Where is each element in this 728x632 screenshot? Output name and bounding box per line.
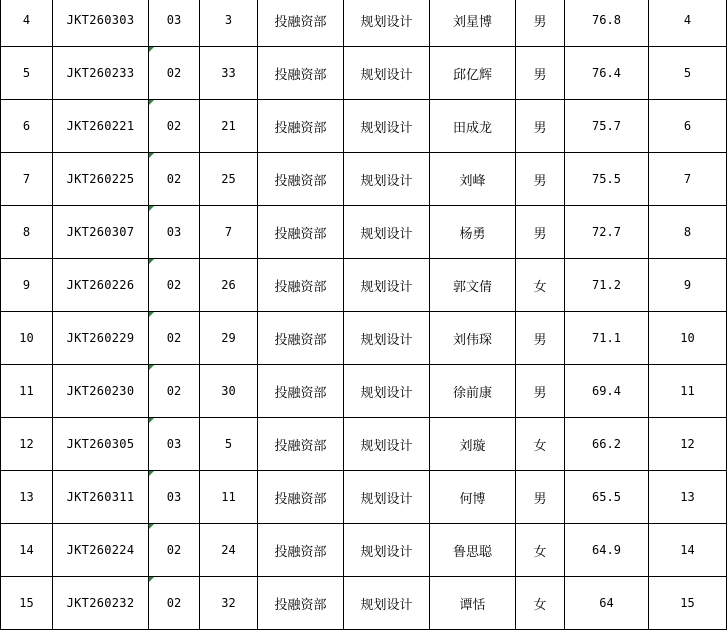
candidate-id-cell[interactable] bbox=[53, 312, 149, 365]
gender-value: 男 bbox=[533, 173, 547, 189]
text-number-indicator-icon bbox=[149, 418, 154, 423]
order-cell[interactable] bbox=[649, 47, 727, 100]
position-value: 规划设计 bbox=[360, 491, 413, 507]
candidate-id-value: JKT260229 bbox=[66, 331, 135, 345]
name-value: 鲁思聪 bbox=[452, 544, 492, 560]
group-value: 02 bbox=[166, 331, 182, 345]
table-row bbox=[1, 365, 727, 418]
candidate-id-value: JKT260221 bbox=[66, 119, 135, 133]
department-value: 投融资部 bbox=[274, 385, 327, 401]
rank-cell[interactable] bbox=[1, 100, 53, 153]
name-value: 徐前康 bbox=[452, 385, 492, 401]
name-cell[interactable] bbox=[430, 365, 516, 418]
name-value: 刘璇 bbox=[459, 438, 486, 454]
candidate-id-cell[interactable] bbox=[53, 365, 149, 418]
seat-value: 25 bbox=[221, 172, 236, 186]
order-value: 7 bbox=[683, 172, 692, 186]
seat-value: 32 bbox=[221, 596, 236, 610]
group-cell[interactable] bbox=[149, 471, 200, 524]
score-cell[interactable] bbox=[565, 471, 649, 524]
score-cell[interactable] bbox=[565, 100, 649, 153]
position-value: 规划设计 bbox=[360, 279, 413, 295]
group-value: 02 bbox=[166, 119, 182, 133]
candidate-id-value: JKT260307 bbox=[66, 225, 135, 239]
candidate-id-value: JKT260305 bbox=[66, 437, 135, 451]
name-cell[interactable] bbox=[430, 206, 516, 259]
group-value: 03 bbox=[166, 437, 182, 451]
gender-value: 女 bbox=[533, 279, 547, 295]
text-number-indicator-icon bbox=[149, 47, 154, 52]
score-value: 76.4 bbox=[592, 66, 621, 80]
gender-value: 女 bbox=[533, 438, 547, 454]
seat-cell[interactable] bbox=[200, 100, 258, 153]
candidate-id-cell[interactable] bbox=[53, 524, 149, 577]
seat-cell[interactable] bbox=[200, 206, 258, 259]
seat-cell[interactable] bbox=[200, 47, 258, 100]
group-value: 02 bbox=[166, 384, 182, 398]
score-cell[interactable] bbox=[565, 206, 649, 259]
seat-cell[interactable] bbox=[200, 524, 258, 577]
score-value: 76.8 bbox=[592, 13, 621, 27]
gender-value: 女 bbox=[533, 544, 547, 560]
text-number-indicator-icon bbox=[149, 312, 154, 317]
order-cell[interactable] bbox=[649, 259, 727, 312]
position-cell[interactable] bbox=[344, 153, 430, 206]
position-cell[interactable] bbox=[344, 524, 430, 577]
position-value: 规划设计 bbox=[360, 67, 413, 83]
candidate-id-value: JKT260311 bbox=[66, 490, 135, 504]
candidate-id-cell[interactable] bbox=[53, 259, 149, 312]
score-cell[interactable] bbox=[565, 365, 649, 418]
group-value: 03 bbox=[166, 490, 182, 504]
position-value: 规划设计 bbox=[360, 173, 413, 189]
order-value: 4 bbox=[683, 13, 692, 27]
table-row bbox=[1, 577, 727, 630]
score-cell[interactable] bbox=[565, 259, 649, 312]
department-cell[interactable] bbox=[258, 365, 344, 418]
seat-value: 11 bbox=[221, 490, 236, 504]
text-number-indicator-icon bbox=[149, 100, 154, 105]
position-cell[interactable] bbox=[344, 577, 430, 630]
rank-value: 15 bbox=[19, 596, 34, 610]
seat-value: 5 bbox=[224, 437, 233, 451]
position-cell[interactable] bbox=[344, 47, 430, 100]
seat-value: 29 bbox=[221, 331, 236, 345]
group-cell[interactable] bbox=[149, 365, 200, 418]
name-cell[interactable] bbox=[430, 312, 516, 365]
position-cell[interactable] bbox=[344, 259, 430, 312]
group-cell[interactable] bbox=[149, 524, 200, 577]
department-cell[interactable] bbox=[258, 577, 344, 630]
table-row bbox=[1, 0, 727, 47]
name-cell[interactable] bbox=[430, 577, 516, 630]
candidate-id-cell[interactable] bbox=[53, 100, 149, 153]
rank-value: 9 bbox=[22, 278, 31, 292]
position-value: 规划设计 bbox=[360, 438, 413, 454]
order-cell[interactable] bbox=[649, 524, 727, 577]
candidate-id-cell[interactable] bbox=[53, 153, 149, 206]
name-cell[interactable] bbox=[430, 524, 516, 577]
candidate-id-cell[interactable] bbox=[53, 418, 149, 471]
position-value: 规划设计 bbox=[360, 226, 413, 242]
department-value: 投融资部 bbox=[274, 491, 327, 507]
table-row bbox=[1, 100, 727, 153]
order-value: 8 bbox=[683, 225, 692, 239]
seat-value: 7 bbox=[224, 225, 233, 239]
gender-cell[interactable] bbox=[516, 577, 565, 630]
group-value: 03 bbox=[166, 13, 182, 27]
name-value: 田成龙 bbox=[452, 120, 492, 136]
department-cell[interactable] bbox=[258, 259, 344, 312]
group-cell[interactable] bbox=[149, 312, 200, 365]
seat-value: 26 bbox=[221, 278, 236, 292]
score-value: 64.9 bbox=[592, 543, 621, 557]
rank-value: 10 bbox=[19, 331, 34, 345]
seat-cell[interactable] bbox=[200, 365, 258, 418]
score-value: 72.7 bbox=[592, 225, 621, 239]
gender-cell[interactable] bbox=[516, 206, 565, 259]
order-cell[interactable] bbox=[649, 312, 727, 365]
rank-cell[interactable] bbox=[1, 47, 53, 100]
gender-cell[interactable] bbox=[516, 365, 565, 418]
rank-value: 8 bbox=[22, 225, 31, 239]
rank-cell[interactable] bbox=[1, 153, 53, 206]
table-row bbox=[1, 524, 727, 577]
department-value: 投融资部 bbox=[274, 14, 327, 30]
department-cell[interactable] bbox=[258, 524, 344, 577]
score-value: 75.7 bbox=[592, 119, 621, 133]
seat-cell[interactable] bbox=[200, 153, 258, 206]
order-cell[interactable] bbox=[649, 0, 727, 47]
order-value: 10 bbox=[680, 331, 695, 345]
seat-cell[interactable] bbox=[200, 577, 258, 630]
department-cell[interactable] bbox=[258, 312, 344, 365]
candidate-id-cell[interactable] bbox=[53, 577, 149, 630]
name-cell[interactable] bbox=[430, 418, 516, 471]
rank-cell[interactable] bbox=[1, 0, 53, 47]
rank-cell[interactable] bbox=[1, 365, 53, 418]
table-row bbox=[1, 153, 727, 206]
order-value: 12 bbox=[680, 437, 695, 451]
seat-cell[interactable] bbox=[200, 259, 258, 312]
position-cell[interactable] bbox=[344, 471, 430, 524]
rank-value: 4 bbox=[22, 13, 31, 27]
position-cell[interactable] bbox=[344, 312, 430, 365]
seat-cell[interactable] bbox=[200, 471, 258, 524]
score-cell[interactable] bbox=[565, 418, 649, 471]
seat-cell[interactable] bbox=[200, 0, 258, 47]
position-cell[interactable] bbox=[344, 418, 430, 471]
order-value: 5 bbox=[683, 66, 692, 80]
candidate-id-value: JKT260230 bbox=[66, 384, 135, 398]
name-cell[interactable] bbox=[430, 153, 516, 206]
rank-value: 13 bbox=[19, 490, 34, 504]
score-value: 71.2 bbox=[592, 278, 621, 292]
score-value: 75.5 bbox=[592, 172, 621, 186]
position-cell[interactable] bbox=[344, 365, 430, 418]
group-value: 02 bbox=[166, 172, 182, 186]
table-row bbox=[1, 471, 727, 524]
score-value: 65.5 bbox=[592, 490, 621, 504]
candidate-id-cell[interactable] bbox=[53, 0, 149, 47]
gender-cell[interactable] bbox=[516, 0, 565, 47]
candidate-id-cell[interactable] bbox=[53, 471, 149, 524]
rank-value: 12 bbox=[19, 437, 34, 451]
rank-value: 5 bbox=[22, 66, 31, 80]
name-cell[interactable] bbox=[430, 0, 516, 47]
name-cell[interactable] bbox=[430, 471, 516, 524]
order-value: 13 bbox=[680, 490, 695, 504]
position-cell[interactable] bbox=[344, 100, 430, 153]
rank-cell[interactable] bbox=[1, 524, 53, 577]
group-cell[interactable] bbox=[149, 206, 200, 259]
rank-cell[interactable] bbox=[1, 418, 53, 471]
seat-cell[interactable] bbox=[200, 312, 258, 365]
gender-cell[interactable] bbox=[516, 153, 565, 206]
gender-cell[interactable] bbox=[516, 418, 565, 471]
gender-value: 男 bbox=[533, 385, 547, 401]
text-number-indicator-icon bbox=[149, 471, 154, 476]
rank-value: 7 bbox=[22, 172, 31, 186]
table-row bbox=[1, 259, 727, 312]
name-cell[interactable] bbox=[430, 47, 516, 100]
text-number-indicator-icon bbox=[149, 259, 154, 264]
rank-value: 6 bbox=[22, 119, 31, 133]
table-row bbox=[1, 312, 727, 365]
table-row bbox=[1, 47, 727, 100]
group-cell[interactable] bbox=[149, 0, 200, 47]
department-value: 投融资部 bbox=[274, 438, 327, 454]
gender-cell[interactable] bbox=[516, 471, 565, 524]
group-cell[interactable] bbox=[149, 47, 200, 100]
table-row bbox=[1, 206, 727, 259]
score-value: 69.4 bbox=[592, 384, 621, 398]
department-cell[interactable] bbox=[258, 0, 344, 47]
position-value: 规划设计 bbox=[360, 544, 413, 560]
name-value: 刘峰 bbox=[459, 173, 486, 189]
score-cell[interactable] bbox=[565, 524, 649, 577]
department-cell[interactable] bbox=[258, 100, 344, 153]
rank-cell[interactable] bbox=[1, 577, 53, 630]
position-value: 规划设计 bbox=[360, 14, 413, 30]
order-value: 9 bbox=[683, 278, 692, 292]
name-value: 杨勇 bbox=[459, 226, 486, 242]
score-cell[interactable] bbox=[565, 312, 649, 365]
name-value: 刘星博 bbox=[452, 14, 492, 30]
department-cell[interactable] bbox=[258, 47, 344, 100]
department-value: 投融资部 bbox=[274, 597, 327, 613]
table-body bbox=[1, 0, 727, 630]
order-cell[interactable] bbox=[649, 577, 727, 630]
order-cell[interactable] bbox=[649, 365, 727, 418]
group-cell[interactable] bbox=[149, 100, 200, 153]
order-cell[interactable] bbox=[649, 153, 727, 206]
order-value: 14 bbox=[680, 543, 695, 557]
candidate-id-value: JKT260303 bbox=[66, 13, 135, 27]
candidate-id-value: JKT260224 bbox=[66, 543, 135, 557]
table-row bbox=[1, 418, 727, 471]
department-value: 投融资部 bbox=[274, 279, 327, 295]
name-value: 邱亿辉 bbox=[452, 67, 492, 83]
group-value: 02 bbox=[166, 596, 182, 610]
text-number-indicator-icon bbox=[149, 365, 154, 370]
group-cell[interactable] bbox=[149, 259, 200, 312]
gender-value: 男 bbox=[533, 226, 547, 242]
name-value: 谭恬 bbox=[459, 597, 486, 613]
score-cell[interactable] bbox=[565, 0, 649, 47]
group-value: 02 bbox=[166, 543, 182, 557]
position-value: 规划设计 bbox=[360, 597, 413, 613]
department-value: 投融资部 bbox=[274, 544, 327, 560]
gender-value: 女 bbox=[533, 597, 547, 613]
gender-cell[interactable] bbox=[516, 259, 565, 312]
order-value: 11 bbox=[680, 384, 695, 398]
score-cell[interactable] bbox=[565, 47, 649, 100]
department-value: 投融资部 bbox=[274, 332, 327, 348]
gender-value: 男 bbox=[533, 14, 547, 30]
seat-value: 21 bbox=[221, 119, 236, 133]
seat-value: 33 bbox=[221, 66, 236, 80]
seat-value: 24 bbox=[221, 543, 236, 557]
candidate-id-value: JKT260233 bbox=[66, 66, 135, 80]
name-cell[interactable] bbox=[430, 259, 516, 312]
department-value: 投融资部 bbox=[274, 67, 327, 83]
group-value: 03 bbox=[166, 225, 182, 239]
seat-cell[interactable] bbox=[200, 418, 258, 471]
score-cell[interactable] bbox=[565, 153, 649, 206]
gender-value: 男 bbox=[533, 67, 547, 83]
order-cell[interactable] bbox=[649, 100, 727, 153]
rank-cell[interactable] bbox=[1, 312, 53, 365]
name-value: 刘伟琛 bbox=[452, 332, 492, 348]
department-value: 投融资部 bbox=[274, 120, 327, 136]
group-cell[interactable] bbox=[149, 153, 200, 206]
candidate-id-value: JKT260225 bbox=[66, 172, 135, 186]
gender-value: 男 bbox=[533, 120, 547, 136]
text-number-indicator-icon bbox=[149, 206, 154, 211]
department-value: 投融资部 bbox=[274, 173, 327, 189]
gender-cell[interactable] bbox=[516, 100, 565, 153]
score-value: 66.2 bbox=[592, 437, 621, 451]
rank-value: 14 bbox=[19, 543, 34, 557]
gender-value: 男 bbox=[533, 491, 547, 507]
name-value: 何博 bbox=[459, 491, 486, 507]
candidate-id-value: JKT260226 bbox=[66, 278, 135, 292]
position-cell[interactable] bbox=[344, 0, 430, 47]
group-cell[interactable] bbox=[149, 418, 200, 471]
order-cell[interactable] bbox=[649, 206, 727, 259]
rank-cell[interactable] bbox=[1, 471, 53, 524]
rank-cell[interactable] bbox=[1, 259, 53, 312]
score-cell[interactable] bbox=[565, 577, 649, 630]
position-value: 规划设计 bbox=[360, 332, 413, 348]
text-number-indicator-icon bbox=[149, 577, 154, 582]
seat-value: 3 bbox=[224, 13, 233, 27]
department-cell[interactable] bbox=[258, 206, 344, 259]
position-cell[interactable] bbox=[344, 206, 430, 259]
seat-value: 30 bbox=[221, 384, 236, 398]
gender-cell[interactable] bbox=[516, 312, 565, 365]
candidate-id-cell[interactable] bbox=[53, 206, 149, 259]
department-cell[interactable] bbox=[258, 418, 344, 471]
text-number-indicator-icon bbox=[149, 153, 154, 158]
position-value: 规划设计 bbox=[360, 385, 413, 401]
order-value: 15 bbox=[680, 596, 695, 610]
rank-cell[interactable] bbox=[1, 206, 53, 259]
department-cell[interactable] bbox=[258, 471, 344, 524]
position-value: 规划设计 bbox=[360, 120, 413, 136]
group-value: 02 bbox=[166, 66, 182, 80]
group-value: 02 bbox=[166, 278, 182, 292]
department-value: 投融资部 bbox=[274, 226, 327, 242]
text-number-indicator-icon bbox=[149, 524, 154, 529]
order-cell[interactable] bbox=[649, 471, 727, 524]
candidate-id-cell[interactable] bbox=[53, 47, 149, 100]
gender-value: 男 bbox=[533, 332, 547, 348]
group-cell[interactable] bbox=[149, 577, 200, 630]
order-cell[interactable] bbox=[649, 418, 727, 471]
order-value: 6 bbox=[683, 119, 692, 133]
name-cell[interactable] bbox=[430, 100, 516, 153]
rank-value: 11 bbox=[19, 384, 34, 398]
gender-cell[interactable] bbox=[516, 47, 565, 100]
candidate-id-value: JKT260232 bbox=[66, 596, 135, 610]
score-value: 71.1 bbox=[592, 331, 621, 345]
department-cell[interactable] bbox=[258, 153, 344, 206]
gender-cell[interactable] bbox=[516, 524, 565, 577]
score-value: 64 bbox=[599, 596, 614, 610]
name-value: 郭文倩 bbox=[452, 279, 492, 295]
